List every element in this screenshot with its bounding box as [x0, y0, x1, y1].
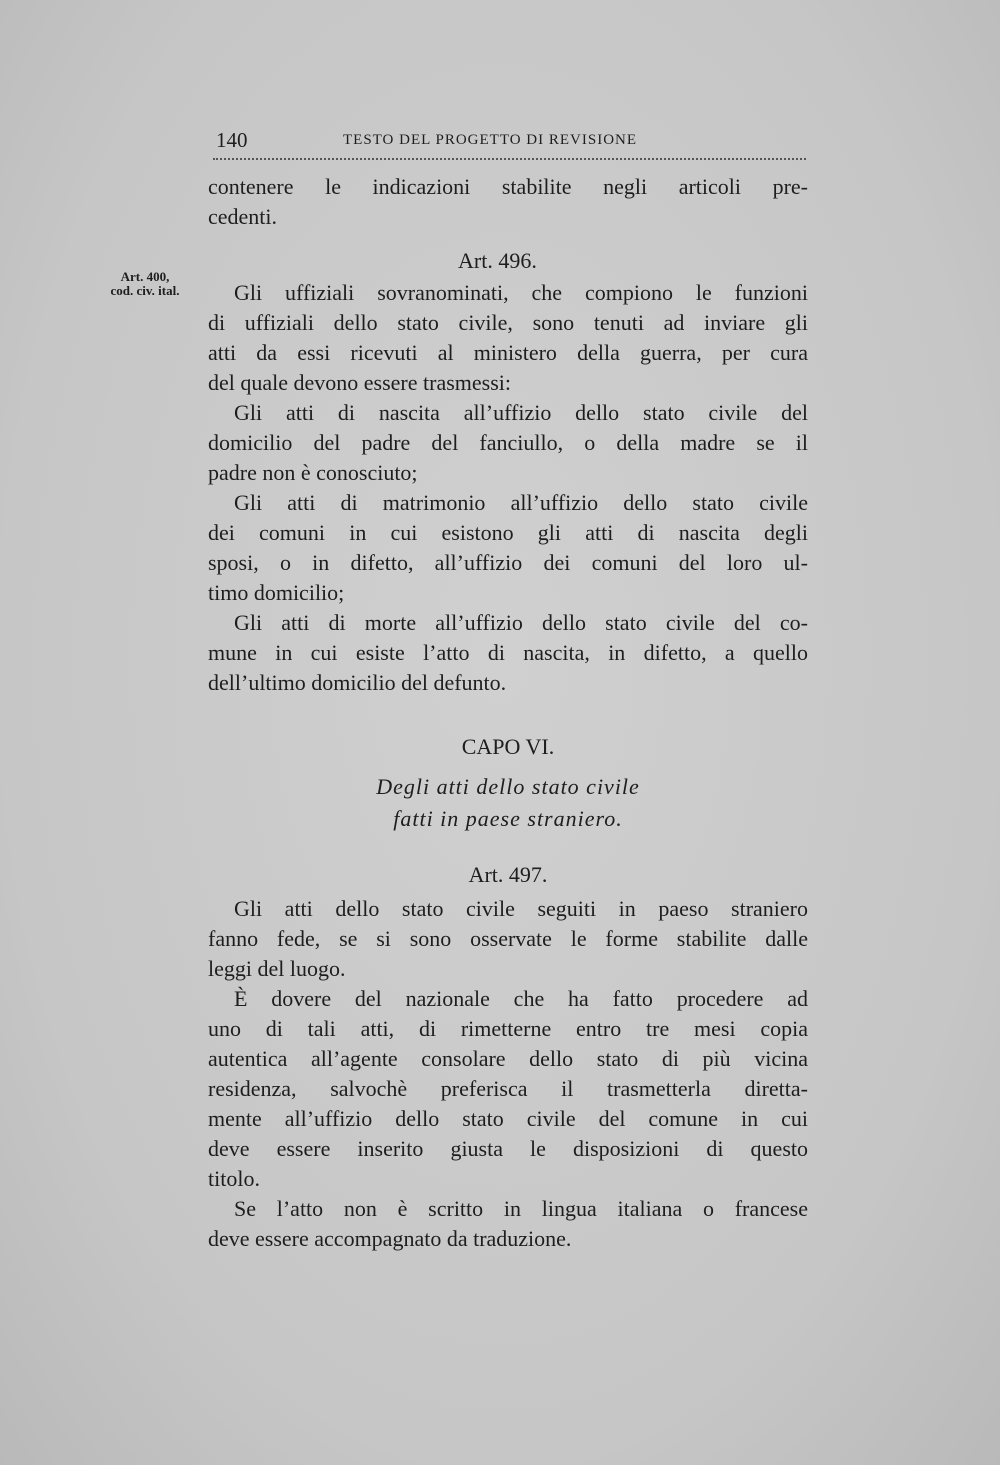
page-header — [213, 128, 806, 160]
text-line: Se l’atto non è scritto in lingua italiana o francese — [234, 1196, 808, 1221]
text-line: atti da essi ricevuti al ministero della guerra, per cura — [208, 340, 808, 365]
page-number: 140 — [216, 128, 248, 152]
text-line: deve essere accompagnato da traduzione. — [208, 1226, 572, 1251]
article-heading: Art. 496. — [458, 248, 537, 273]
text-line: deve essere inserito giusta le disposizioni di questo — [208, 1136, 808, 1161]
text-line: sposi, o in difetto, all’uffizio dei comuni del loro ul- — [208, 550, 808, 575]
margin-note-line: Art. 400, — [120, 269, 170, 284]
margin-note — [100, 270, 190, 298]
chapter-heading: CAPO VI. — [461, 734, 555, 759]
text-line: del quale devono essere trasmessi: — [208, 370, 512, 395]
text-line: uno di tali atti, di rimetterne entro tre mesi copia — [208, 1016, 808, 1041]
text-line: Gli atti di morte all’uffizio dello stato civile del co- — [234, 610, 808, 635]
text-line: dell’ultimo domicilio del defunto. — [208, 670, 507, 695]
text-line: domicilio del padre del fanciullo, o della madre se il — [208, 430, 808, 455]
text-line: Gli uffiziali sovranominati, che compiono le funzioni — [234, 280, 808, 305]
text-line: Gli atti di matrimonio all’uffizio dello stato civile — [234, 490, 808, 515]
text-line: fanno fede, se si sono osservate le forme stabilite dalle — [208, 926, 808, 951]
text-line: Gli atti dello stato civile seguiti in paeso straniero — [234, 896, 808, 921]
text-line: contenere le indicazioni stabilite negli articoli pre- — [208, 174, 808, 199]
running-title: TESTO DEL PROGETTO DI REVISIONE — [343, 132, 638, 148]
text-line: Gli atti di nascita all’uffizio dello stato civile del — [234, 400, 808, 425]
chapter-subtitle: fatti in paese straniero. — [393, 806, 623, 831]
text-line: È dovere del nazionale che ha fatto procedere ad — [234, 986, 808, 1011]
text-line: padre non è conosciuto; — [208, 460, 418, 485]
chapter-subtitle: Degli atti dello stato civile — [376, 774, 640, 799]
text-line: mune in cui esiste l’atto di nascita, in difetto, a quello — [208, 640, 808, 665]
margin-note-line: cod. civ. ital. — [110, 283, 180, 298]
text-line: autentica all’agente consolare dello stato di più vicina — [208, 1046, 808, 1071]
text-line: leggi del luogo. — [208, 956, 346, 981]
article-heading: Art. 497. — [468, 862, 548, 887]
text-line: residenza, salvochè preferisca il trasmetterla diretta- — [208, 1076, 808, 1101]
text-line: dei comuni in cui esistono gli atti di nascita degli — [208, 520, 808, 545]
text-line: di uffiziali dello stato civile, sono tenuti ad inviare gli — [208, 310, 808, 335]
text-line: timo domicilio; — [208, 580, 345, 605]
text-line: cedenti. — [208, 204, 278, 229]
text-line: titolo. — [208, 1166, 260, 1191]
text-line: mente all’uffizio dello stato civile del comune in cui — [208, 1106, 808, 1131]
